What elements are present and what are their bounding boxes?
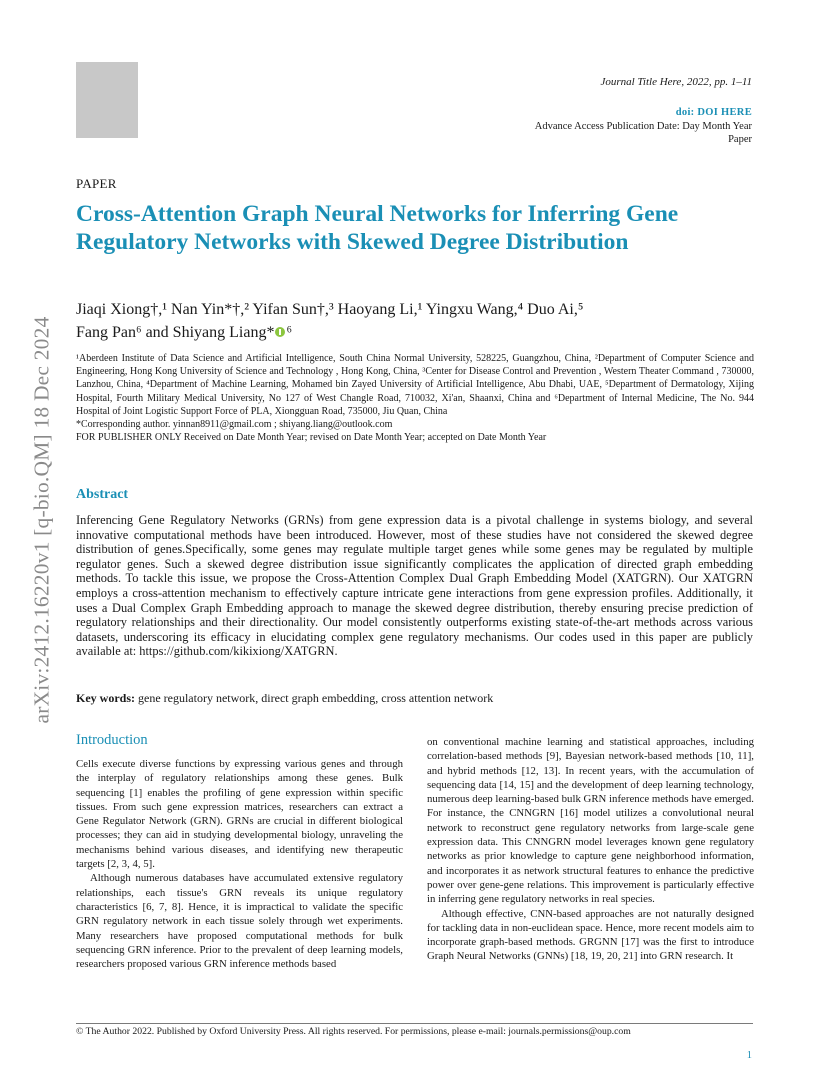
body-column-right <box>427 735 754 964</box>
orcid-icon[interactable] <box>275 327 285 337</box>
intro-paragraph-2: Although numerous databases have accumulated extensive regulatory relationships, each tissue's GRN reveals its unique regulatory characteristics [6, 7, 8]. Hence, it is impractical to validate the specific GRN regulatory network in each tissue solely through wet experiments. Many researchers have proposed computational methods for bulk sequencing GRN inference. Prior to the prevalent of deep learning models, researchers proposed various GRN inference methods based <box>76 872 403 971</box>
author-list <box>76 298 756 344</box>
journal-citation: Journal Title Here, 2022, pp. 1–11 <box>600 76 752 88</box>
doi-link[interactable]: doi: DOI HERE <box>675 107 752 118</box>
intro-paragraph-4: Although effective, CNN-based approaches are not naturally designed for tackling data in non-euclidean space. Hence, more recent models aim to incorporate graph-based methods. GRGNN [17] was the first to introduce Graph Neural Networks (GNNs) [18, 19, 20, 21] into GRN research. It <box>427 907 754 963</box>
corresponding-author: *Corresponding author. yinnan8911@gmail.com ; shiyang.liang@outlook.com <box>76 419 393 431</box>
author-line-2-sup: ⁶ <box>286 324 293 341</box>
publisher-note: FOR PUBLISHER ONLY Received on Date Month Year; revised on Date Month Year; accepted on Date Month Year <box>76 432 547 444</box>
affiliation-text: ¹Aberdeen Institute of Data Science and Artificial Intelligence, South China Normal University, 528225, Guangzhou, China, ²Department of Computer Science and Engineering, Hong Kong University of Science and Technology , Hong Kong, China, ³Center for Disease Control and Prevention , Western Theater Command , 730000, Lanzhou, China, ⁴Department of Machine Learning, Mohamed bin Zayed University of Artificial Intelligence, Abu Dhabi, UAE, ⁵Department of Dermatology, Xijing Hospital, Fourth Military Medical University, No 127 of West Changle Road, 710032, Xi'an, Shaanxi, China and ⁶Department of Internal Medicine, The No. 944 Hospital of Joint Logistic Support Force of PLA, Xiongguan Road, 735000, Jiu Quan, China <box>76 353 754 417</box>
copyright-notice: © The Author 2022. Published by Oxford University Press. All rights reserved. For permissions, please e-mail: journals.permissions@oup.com <box>76 1026 631 1037</box>
footer-divider <box>76 1023 753 1024</box>
journal-logo-placeholder <box>76 62 138 138</box>
body-column-left <box>76 757 403 971</box>
keywords-text: gene regulatory network, direct graph embedding, cross attention network <box>138 691 494 705</box>
intro-paragraph-1: Cells execute diverse functions by expressing various genes and through the interplay of regulatory relationships among these genes. Bulk sequencing [1] enables the profiling of gene expression within specific tissues. From such gene expression matrices, researchers can extract a Gene Regulator Network (GRN). GRNs are crucial in different biological processes; they can aid in studying developmental biology, unraveling the mechanisms behind various diseases, and identifying new therapeutic targets [2, 3, 4, 5]. <box>76 758 403 871</box>
section-label: PAPER <box>76 176 117 191</box>
abstract-heading: Abstract <box>76 487 129 502</box>
abstract-body: Inferencing Gene Regulatory Networks (GRNs) from gene expression data is a pivotal challenge in systems biology, and several innovative computational methods have been introduced. However, most of these studies have not considered the skewed degree distribution of genes.Specifically, some genes may regulate multiple target genes while some genes may be regulated by multiple regulator genes. Such a skewed degree distribution issue significantly complicates the application of directed graph embedding methods. To tackle this issue, we propose the Cross-Attention Complex Dual Graph Embedding Model (XATGRN). Our XATGRN employs a cross-attention mechanism to effectively capture intricate gene interactions from gene expression profiles. Additionally, it uses a Dual Complex Graph Embedding approach to manage the skewed degree distribution, thereby ensuring precise prediction of regulatory relationships and their directionality. Our model consistently outperforms existing state-of-the-art methods across various datasets, underscoring its efficacy in elucidating complex gene regulatory mechanisms. Our codes used in this paper are publicly available at: https://github.com/kikixiong/XATGRN. <box>76 513 753 659</box>
affiliations <box>76 352 754 444</box>
intro-paragraph-3: on conventional machine learning and statistical approaches, including correlation-based methods [9], Bayesian network-based methods [10, 11], and hybrid methods [12, 13]. In recent years, with the accumulation of sequencing data [14, 15] and the development of deep learning technology, numerous deep learning-based bulk GRN inference methods have emerged. For instance, the CNNGRN [16] model utilizes a convolutional neural network to reconstruct gene regulatory networks from large-scale gene expression data. This CNNGRN model leverages known gene regulatory networks as prior knowledge to capture gene neighborhood information, and incorporates it as network structural features to enhance the predictive power over gene-gene relations. This improvement is particularly effective in inferring gene regulatory networks in real species. <box>427 736 754 906</box>
author-line-2-text: Fang Pan⁶ and Shiyang Liang* <box>76 324 275 341</box>
article-type: Paper <box>728 134 752 145</box>
page-number: 1 <box>746 1050 752 1061</box>
arxiv-watermark-text: arXiv:2412.16220v1 [q-bio.QM] 18 Dec 2024 <box>29 316 54 724</box>
arxiv-watermark <box>22 260 62 780</box>
introduction-heading: Introduction <box>76 732 148 748</box>
author-line-1: Jiaqi Xiong†,¹ Nan Yin*†,² Yifan Sun†,³ Haoyang Li,¹ Yingxu Wang,⁴ Duo Ai,⁵ <box>76 301 584 318</box>
keywords <box>76 691 753 706</box>
paper-title: Cross-Attention Graph Neural Networks for Inferring Gene Regulatory Networks with Skewed Degree Distribution <box>76 201 679 255</box>
keywords-label: Key words: <box>76 691 135 705</box>
advance-access-date: Advance Access Publication Date: Day Month Year <box>534 121 752 132</box>
author-line-2 <box>76 321 756 344</box>
